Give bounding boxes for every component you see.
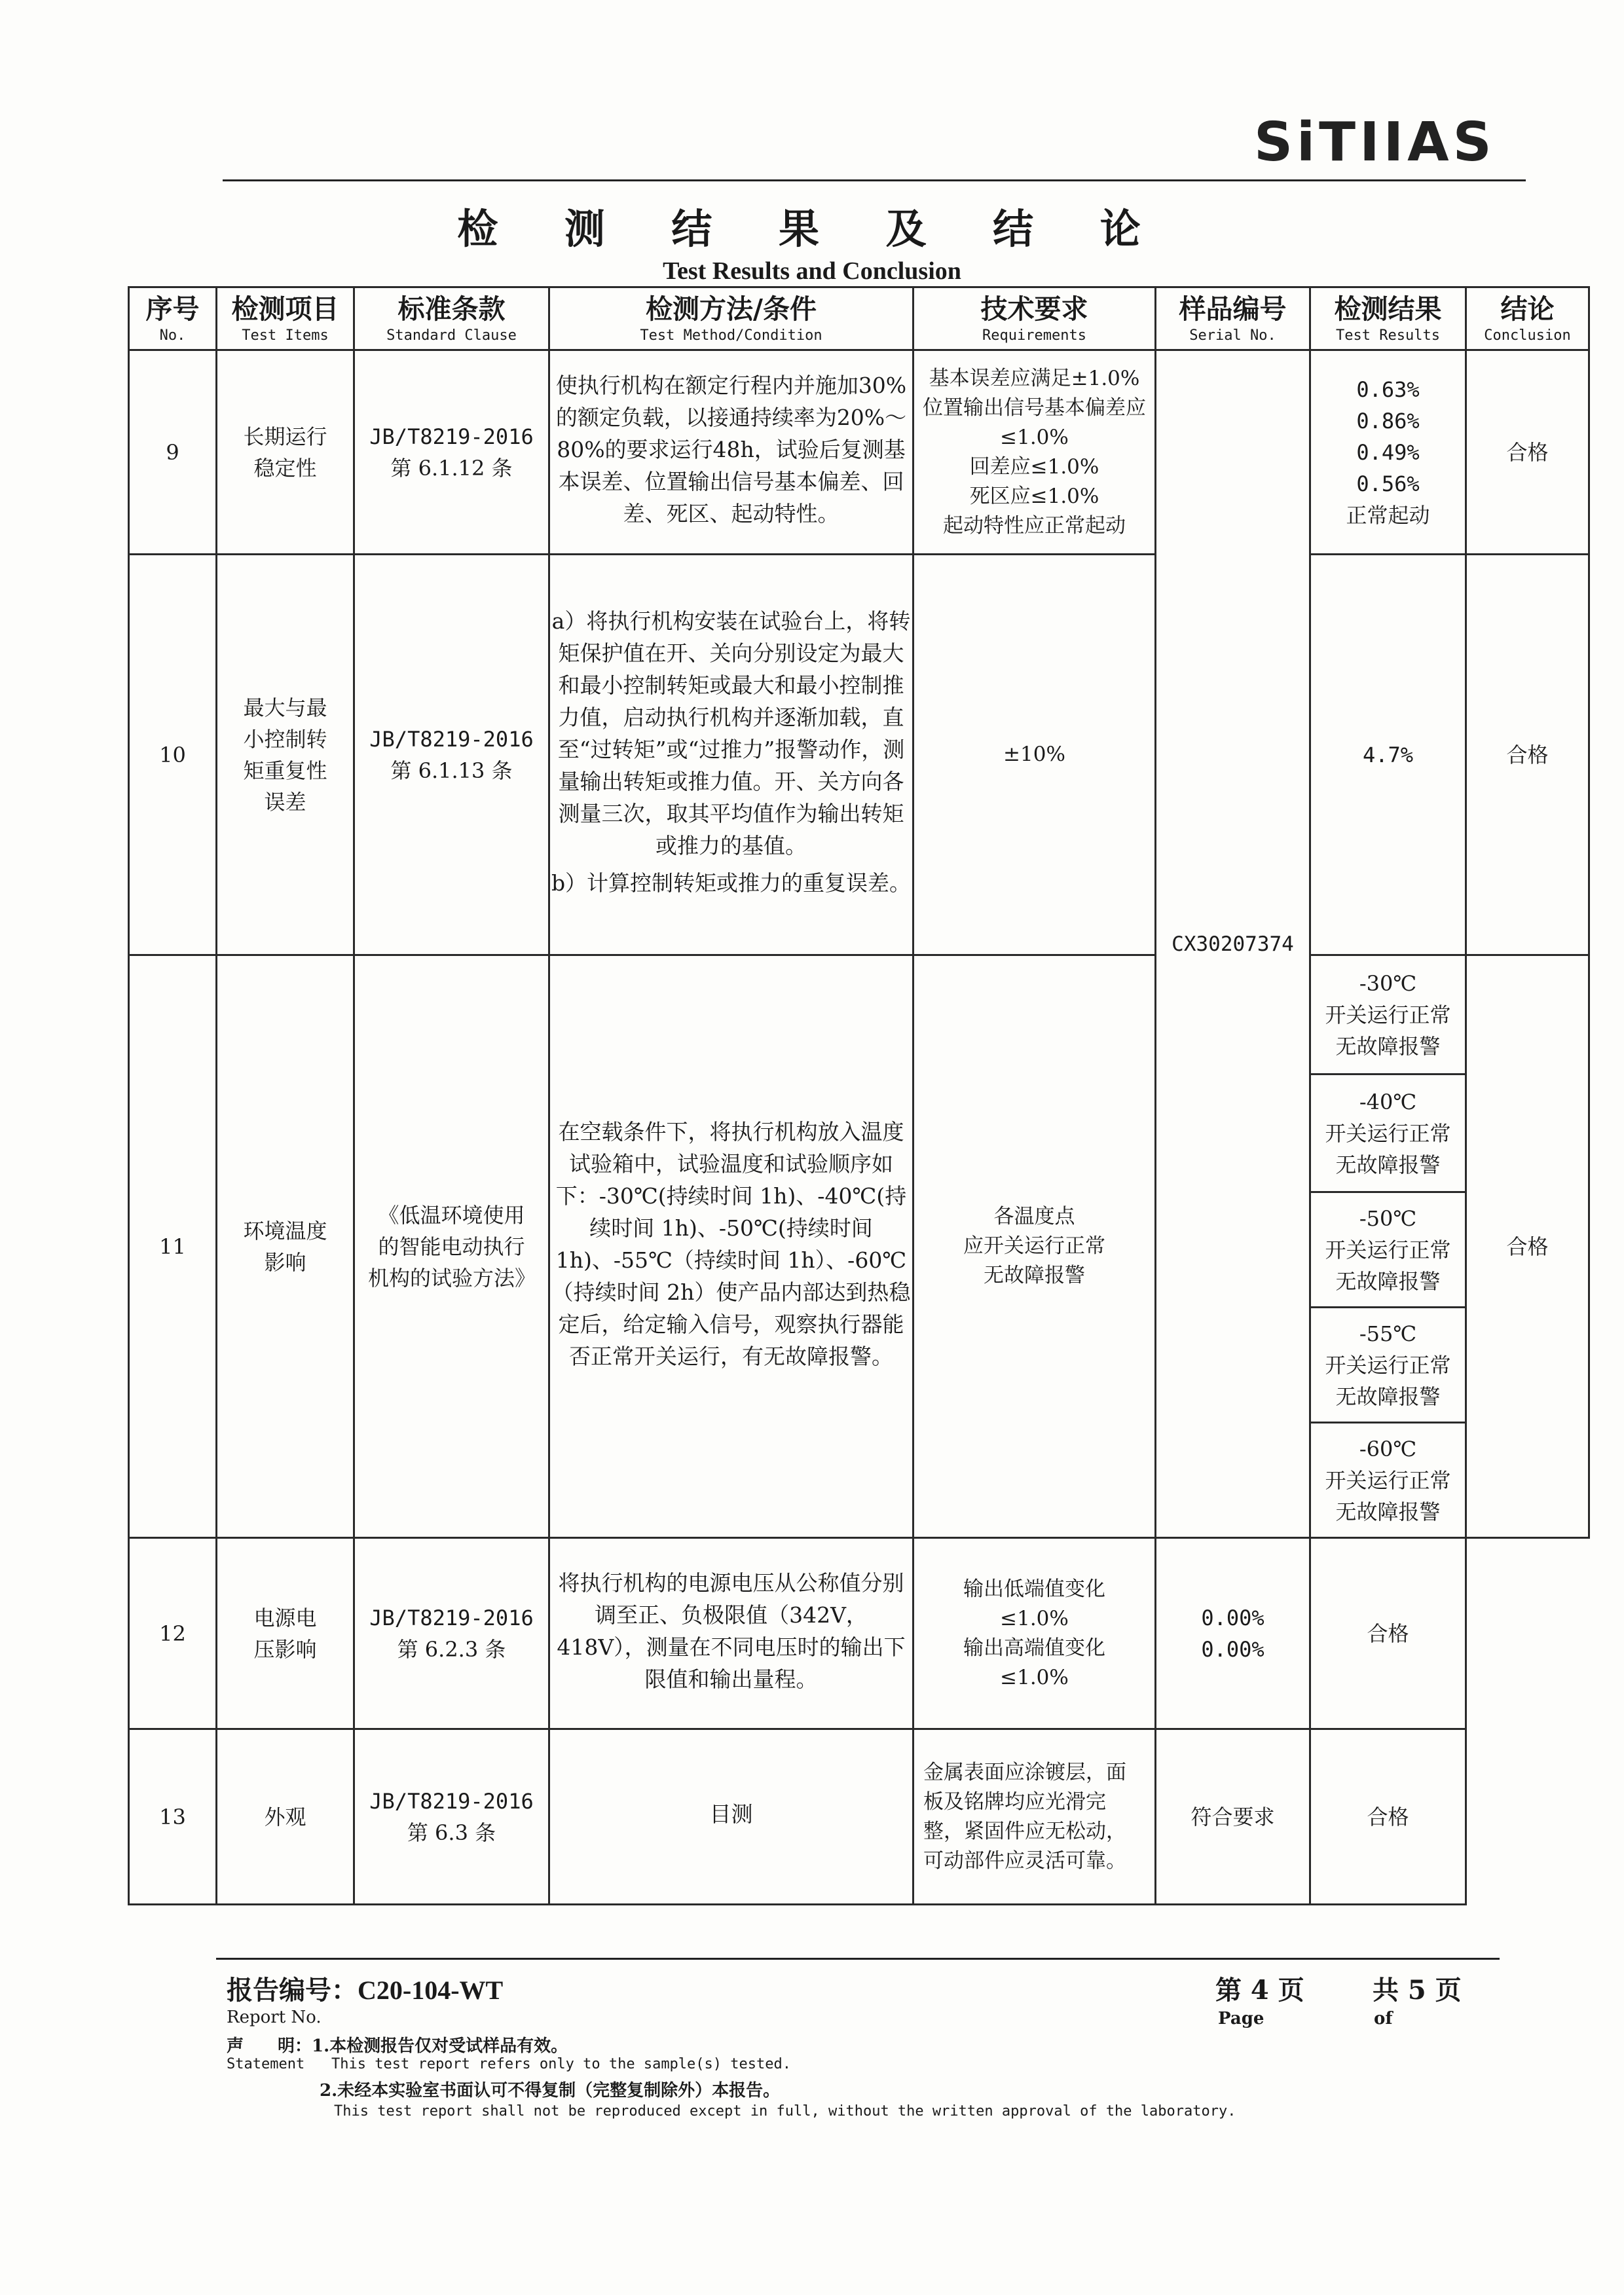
row-conclusion: 合格: [1466, 555, 1589, 955]
col-header-results: 检测结果 Test Results: [1310, 287, 1466, 350]
col-header-requirements: 技术要求 Requirements: [913, 287, 1156, 350]
col-header-no: 序号 No.: [129, 287, 217, 350]
row-requirements: 基本误差应满足±1.0% 位置输出信号基本偏差应≤1.0% 回差应≤1.0% 死区应≤1.0% 起动特性应正常起动: [913, 350, 1156, 555]
col-header-clause: 标准条款 Standard Clause: [354, 287, 549, 350]
row-no: 13: [129, 1729, 217, 1905]
page-title: 检 测 结 果 及 结 论: [457, 205, 1167, 253]
report-no-label: 报告编号：C20-104-WT: [227, 1975, 504, 2006]
row-results: 符合要求: [1156, 1729, 1310, 1905]
row-item: 长期运行稳定性: [217, 350, 354, 555]
page-number: 第 4 页: [1215, 1975, 1304, 2006]
table-row: [129, 1538, 1589, 1729]
table-row: [129, 555, 1589, 955]
temp-result-cell: -60℃ 开关运行正常 无故障报警: [1310, 1423, 1466, 1538]
row-no: 11: [129, 955, 217, 1538]
temp-result-cell: -50℃ 开关运行正常 无故障报警: [1310, 1192, 1466, 1308]
temp-result-cell: -30℃ 开关运行正常 无故障报警: [1310, 955, 1466, 1074]
table-row: [129, 955, 1589, 1074]
statement-label: 声 明：1.本检测报告仅对受试样品有效。: [227, 2036, 568, 2056]
statement-en-label: Statement: [227, 2056, 305, 2072]
temp-result-cell: -55℃ 开关运行正常 无故障报警: [1310, 1308, 1466, 1423]
statement-1-zh: 1.本检测报告仅对受试样品有效。: [312, 2036, 568, 2056]
header-rule: [223, 179, 1526, 181]
row-no: 9: [129, 350, 217, 555]
results-table: [128, 286, 1590, 1905]
lab-logo: SiTIIAS: [1254, 111, 1496, 174]
row-conclusion: 合格: [1466, 955, 1589, 1538]
col-header-method: 检测方法/条件 Test Method/Condition: [549, 287, 913, 350]
report-no: C20-104-WT: [358, 1975, 504, 2005]
row-no: 12: [129, 1538, 217, 1729]
row-clause: JB/T8219-2016 第 6.3 条: [354, 1729, 549, 1905]
col-header-items: 检测项目 Test Items: [217, 287, 354, 350]
statement-2-zh: 2.未经本实验室书面认可不得复制（完整复制除外）本报告。: [320, 2081, 781, 2101]
row-requirements: ±10%: [913, 555, 1156, 955]
statement-2-en: This test report shall not be reproduced except in full, without the written approval of the laboratory.: [334, 2103, 1236, 2120]
row-results: 0.00% 0.00%: [1156, 1538, 1310, 1729]
table-row: [129, 1729, 1589, 1905]
row-clause: JB/T8219-2016 第 6.2.3 条: [354, 1538, 549, 1729]
report-no-en: Report No.: [227, 2008, 322, 2027]
row-conclusion: 合格: [1310, 1538, 1466, 1729]
row-requirements: 各温度点 应开关运行正常 无故障报警: [913, 955, 1156, 1538]
row-method: 使执行机构在额定行程内并施加30%的额定负载，以接通持续率为20%～80%的要求运行48h，试验后复测基本误差、位置输出信号基本偏差、回差、死区、起动特性。: [549, 350, 913, 555]
row-item: 环境温度影响: [217, 955, 354, 1538]
row-method: 在空载条件下，将执行机构放入温度试验箱中，试验温度和试验顺序如下：-30℃(持续时间 1h)、-40℃(持续时间 1h)、-50℃(持续时间 1h)、-55℃（持续时间 1h）、-60℃（持续时间 2h）使产品内部达到热稳定后，给定输入信号，观察执行器能否正常开关运行，有无故障报警。: [549, 955, 913, 1538]
serial-number: CX30207374: [1156, 350, 1310, 1538]
footer-rule: [216, 1958, 1500, 1960]
row-item: 最大与最小控制转矩重复性误差: [217, 555, 354, 955]
table-row: [129, 350, 1589, 555]
table-header-row: [129, 287, 1589, 350]
row-requirements: 金属表面应涂镀层，面板及铭牌均应光滑完整，紧固件应无松动，可动部件应灵活可靠。: [913, 1729, 1156, 1905]
row-clause: JB/T8219-2016 第 6.1.13 条: [354, 555, 549, 955]
row-item: 外观: [217, 1729, 354, 1905]
row-conclusion: 合格: [1466, 350, 1589, 555]
row-method: a）将执行机构安装在试验台上，将转矩保护值在开、关向分别设定为最大和最小控制转矩或最大和最小控制推力值，启动执行机构并逐渐加载，直至“过转矩”或“过推力”报警动作，测量输出转矩或推力值。开、关方向各测量三次，取其平均值作为输出转矩或推力的基值。 b）计算控制转矩或推力的重复误差。: [549, 555, 913, 955]
row-no: 10: [129, 555, 217, 955]
row-conclusion: 合格: [1310, 1729, 1466, 1905]
col-header-conclusion: 结论 Conclusion: [1466, 287, 1589, 350]
page-subtitle: Test Results and Conclusion: [663, 257, 961, 285]
page-total: 共 5 页: [1373, 1975, 1462, 2006]
row-method: 目测: [549, 1729, 913, 1905]
row-item: 电源电压影响: [217, 1538, 354, 1729]
row-results: 4.7%: [1310, 555, 1466, 955]
row-clause: JB/T8219-2016 第 6.1.12 条: [354, 350, 549, 555]
temp-result-cell: -40℃ 开关运行正常 无故障报警: [1310, 1074, 1466, 1192]
col-header-serial: 样品编号 Serial No.: [1156, 287, 1310, 350]
row-results: 0.63% 0.86% 0.49% 0.56% 正常起动: [1310, 350, 1466, 555]
statement-1-en: This test report refers only to the sample(s) tested.: [331, 2056, 791, 2072]
row-method: 将执行机构的电源电压从公称值分别调至正、负极限值（342V，418V），测量在不同电压时的输出下限值和输出量程。: [549, 1538, 913, 1729]
row-requirements: 输出低端值变化 ≤1.0% 输出高端值变化 ≤1.0%: [913, 1538, 1156, 1729]
page-en: Page: [1218, 2009, 1264, 2029]
row-clause: 《低温环境使用的智能电动执行机构的试验方法》: [354, 955, 549, 1538]
page-total-en: of: [1374, 2009, 1393, 2029]
